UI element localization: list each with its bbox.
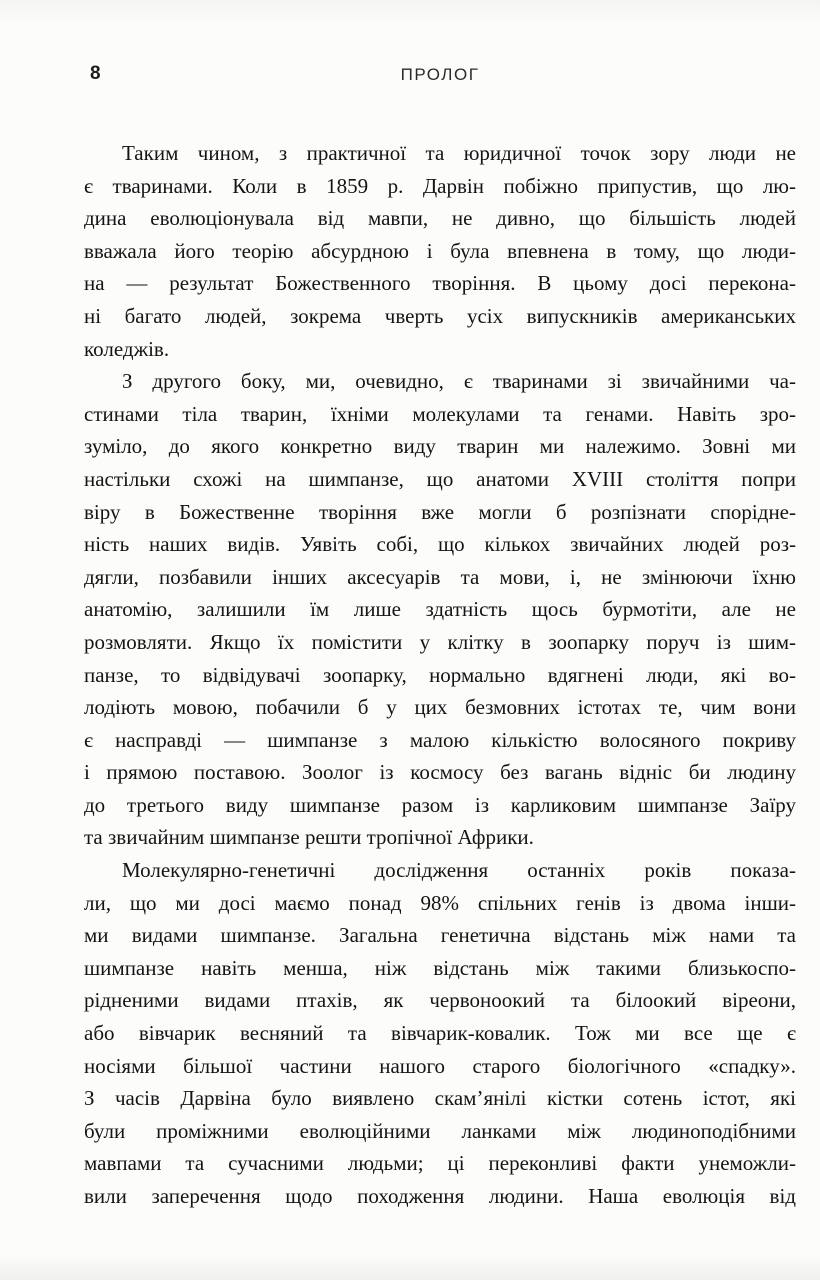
text-line: дина еволюціонувала від мавпи, не дивно, що більшість людей [84, 206, 796, 231]
text-line: панзе, то відвідувачі зоопарку, нормально вдягнені люди, які во- [84, 662, 796, 687]
text-line: Молекулярно-генетичні дослідження останніх років показа- [122, 858, 796, 883]
text-line: ми видами шимпанзе. Загальна генетична відстань між нами та [84, 923, 796, 948]
text-line: або вівчарик весняний та вівчарик-ковалик. Тож ми все ще є [84, 1021, 796, 1046]
text-line: ність наших видів. Уявіть собі, що кількох звичайних людей роз- [84, 532, 796, 557]
page-number: 8 [90, 63, 102, 84]
text-line: до третього виду шимпанзе разом із карликовим шимпанзе Заїру [84, 792, 796, 817]
text-line: настільки схожі на шимпанзе, що анатоми XVIII століття попри [84, 466, 796, 491]
text-line: і прямою поставою. Зоолог із космосу без вагань відніс би людину [84, 760, 796, 785]
text-line: лодіють мовою, побачили б у цих безмовних істотах те, чим вони [84, 695, 796, 720]
text-line: вили заперечення щодо походження людини. Наша еволюція від [84, 1184, 796, 1208]
page-body [84, 137, 796, 1213]
text-line: рідненими видами птахів, як червоноокий та білоокий віреони, [84, 988, 796, 1013]
paragraph [84, 854, 796, 1213]
text-line: розмовляти. Якщо їх помістити у клітку в зоопарку поруч із шим- [84, 629, 796, 654]
text-line: на — результат Божественного творіння. В цьому досі перекона- [84, 271, 796, 296]
text-line: Таким чином, з практичної та юридичної точок зору люди не [122, 141, 796, 165]
text-line: та звичайним шимпанзе решти тропічної Африки. [84, 825, 534, 850]
text-line: є насправді — шимпанзе з малою кількістю волосяного покриву [84, 727, 796, 752]
text-line: були проміжними еволюційними ланками між людиноподібними [84, 1118, 796, 1143]
text-line: З часів Дарвіна було виявлено скам’янілі кістки сотень істот, які [84, 1086, 796, 1111]
text-line: мавпами та сучасними людьми; ці переконливі факти унеможли- [84, 1151, 796, 1176]
text-line: ні багато людей, зокрема чверть усіх випускників американських [84, 303, 796, 328]
text-line: стинами тіла тварин, їхніми молекулами та генами. Навіть зро- [84, 401, 796, 426]
running-title: ПРОЛОГ [400, 65, 480, 84]
text-line: анатомію, залишили їм лише здатність щось бурмотіти, але не [84, 597, 796, 622]
text-line: шимпанзе навіть менша, ніж відстань між такими близькоспо- [84, 955, 796, 980]
text-line: вважала його теорію абсурдною і була впевнена в тому, що люди- [84, 238, 796, 263]
text-line: носіями більшої частини нашого старого біологічного «спадку». [84, 1053, 796, 1078]
text-line: віру в Божественне творіння вже могли б розпізнати спорідне- [84, 499, 796, 524]
text-line: З другого боку, ми, очевидно, є тваринами зі звичайними ча- [122, 369, 796, 394]
text-line: зуміло, до якого конкретно виду тварин ми належимо. Зовні ми [84, 434, 796, 459]
text-line: дягли, позбавили інших аксесуарів та мови, і, не змінюючи їхню [84, 564, 796, 589]
paragraph [84, 137, 796, 365]
text-line: коледжів. [84, 336, 170, 361]
text-line: ли, що ми досі маємо понад 98% спільних генів із двома інши- [84, 890, 796, 915]
page-header [84, 62, 796, 88]
text-line: є тваринами. Коли в 1859 р. Дарвін побіжно припустив, що лю- [84, 173, 796, 198]
paragraph [84, 365, 796, 854]
